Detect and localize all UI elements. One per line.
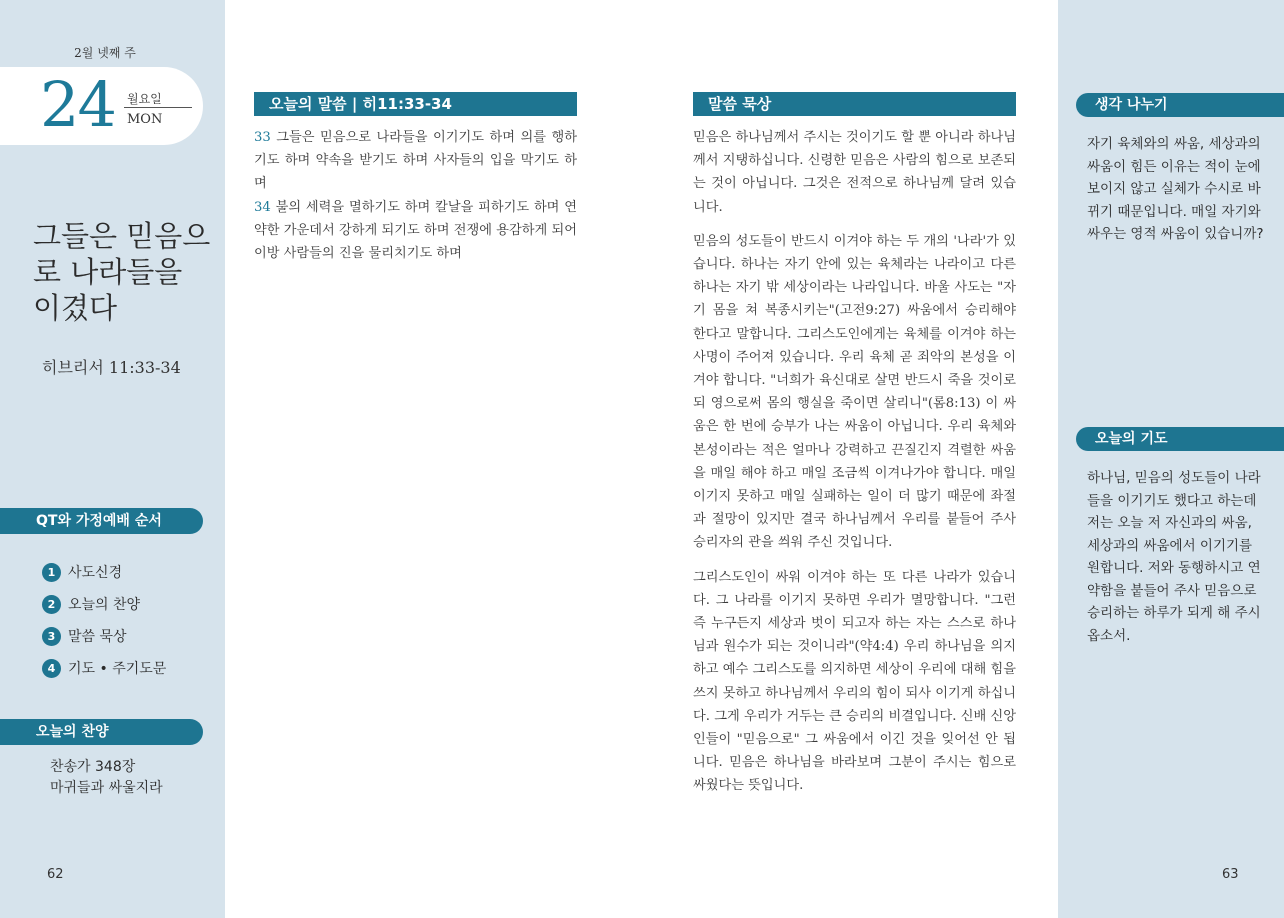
page-number-right: 63 <box>1222 867 1239 882</box>
weekday-divider <box>124 107 192 108</box>
order-list <box>42 556 166 684</box>
order-number-badge: 2 <box>42 595 61 614</box>
page-number-left: 62 <box>47 867 64 882</box>
meditation-paragraph: 믿음의 성도들이 반드시 이겨야 하는 두 개의 '나라'가 있습니다. 하나는 자기 안에 있는 육체라는 나라이고 다른 하나는 자기 밖 세상이라는 나라입니다. 바울 사도는 "자기 몸을 쳐 복종시키는"(고전9:27) 싸움에서 승리해야 한다고 말합니다. 그리스도인에게는 육체를 이겨야 하는 사명이 주어져 있습니다. 우리 육체 곧 죄악의 본성을 이겨야 합니다. "너희가 육신대로 살면 반드시 죽을 것이로되 영으로써 몸의 행실을 죽이면 살리니"(롬8:13) 이 싸움은 한 번에 승부가 나는 싸움이 아닙니다. 우리 육체와 본성이라는 적은 얼마나 강력하고 끈질긴지 격렬한 싸움을 매일 해야 하고 매일 조금씩 이겨나가야 합니다. 매일 이기지 못하고 매일 실패하는 일이 더 많기 때문에 좌절과 절망이 있지만 결국 하나님께서 우리를 붙들어 주사 승리자의 관을 씌워 주신 것입니다. <box>693 233 1016 551</box>
scripture-reference: 히브리서 11:33-34 <box>42 358 181 377</box>
verse-text: 불의 세력을 멸하기도 하며 칼날을 피하기도 하며 연약한 가운데서 강하게 되기도 하며 전쟁에 용감하게 되어 이방 사람들의 진을 물리치기도 하며 <box>254 199 577 262</box>
order-item-label: 오늘의 찬양 <box>68 597 141 613</box>
prayer-heading: 오늘의 기도 <box>1076 427 1284 451</box>
hymn-number: 찬송가 348장 <box>50 759 136 775</box>
order-item <box>42 588 166 620</box>
order-item <box>42 556 166 588</box>
meditation-heading: 말씀 묵상 <box>693 92 1016 116</box>
hymn-title: 마귀들과 싸울지라 <box>50 780 163 796</box>
weekday-english: MON <box>127 112 163 127</box>
meditation-paragraph: 그리스도인이 싸워 이겨야 하는 또 다른 나라가 있습니다. 그 나라를 이기지 못하면 우리가 멸망합니다. "그런즉 누구든지 세상과 벗이 되고자 하는 자는 스스로 하나님과 원수가 되는 것이니라"(약4:4) 우리 하나님을 의지하고 예수 그리스도를 의지하면 세상이 우리에 대해 힘을 쓰지 못하고 하나님께서 우리의 힘이 되사 이기게 하십니다. 그게 우리가 거두는 큰 승리의 비결입니다. 신배 신앙인들이 "믿음으로" 그 싸움에서 이긴 것을 잊어선 안 됩니다. 믿음은 하나님을 바라보며 그분이 주시는 힘으로 싸웠다는 뜻입니다. <box>693 569 1016 794</box>
order-item <box>42 620 166 652</box>
meditation-paragraph: 믿음은 하나님께서 주시는 것이기도 할 뿐 아니라 하나님께서 지탱하십니다. 신령한 믿음은 사람의 힘으로 보존되는 것이 아닙니다. 그것은 전적으로 하나님께 달려 있습니다. <box>693 130 1016 215</box>
verse-number: 33 <box>254 130 271 145</box>
verse-number: 34 <box>254 199 271 215</box>
order-item <box>42 652 166 684</box>
weekday-korean: 월요일 <box>127 92 162 106</box>
share-text: 자기 육체와의 싸움, 세상과의 싸움이 힘든 이유는 적이 눈에 보이지 않고 실체가 수시로 바뀌기 때문입니다. 매일 자기와 싸우는 영적 싸움이 있습니까? <box>1087 136 1264 242</box>
order-section-heading: QT와 가정예배 순서 <box>0 508 203 534</box>
prayer-text: 하나님, 믿음의 성도들이 나라들을 이기기도 했다고 하는데 저는 오늘 저 자신과의 싸움, 세상과의 싸움에서 이기기를 원합니다. 저와 동행하시고 연약함을 붙들어 주사 믿음으로 승리하는 하루가 되게 해 주시옵소서. <box>1087 470 1261 644</box>
verse <box>254 126 577 196</box>
verse-text: 그들은 믿음으로 나라들을 이기기도 하며 의를 행하기도 하며 약속을 받기도 하며 사자들의 입을 막기도 하며 <box>254 130 577 192</box>
page-title: 그들은 믿음으로 나라들을 이겼다 <box>33 219 211 325</box>
share-heading: 생각 나누기 <box>1076 93 1284 117</box>
word-today-heading: 오늘의 말씀 | 히11:33-34 <box>254 92 577 116</box>
verse <box>254 196 577 266</box>
day-number: 24 <box>40 68 115 141</box>
order-item-label: 사도신경 <box>68 565 123 581</box>
hymn-info <box>50 757 163 799</box>
order-number-badge: 4 <box>42 659 61 678</box>
scripture-text <box>254 126 577 265</box>
order-item-label: 말씀 묵상 <box>68 629 127 645</box>
order-number-badge: 3 <box>42 627 61 646</box>
week-label: 2월 넷째 주 <box>74 46 136 60</box>
order-number-badge: 1 <box>42 563 61 582</box>
order-item-label: 기도 • 주기도문 <box>68 661 167 677</box>
meditation-text <box>693 126 1016 809</box>
hymn-section-heading: 오늘의 찬양 <box>0 719 203 745</box>
